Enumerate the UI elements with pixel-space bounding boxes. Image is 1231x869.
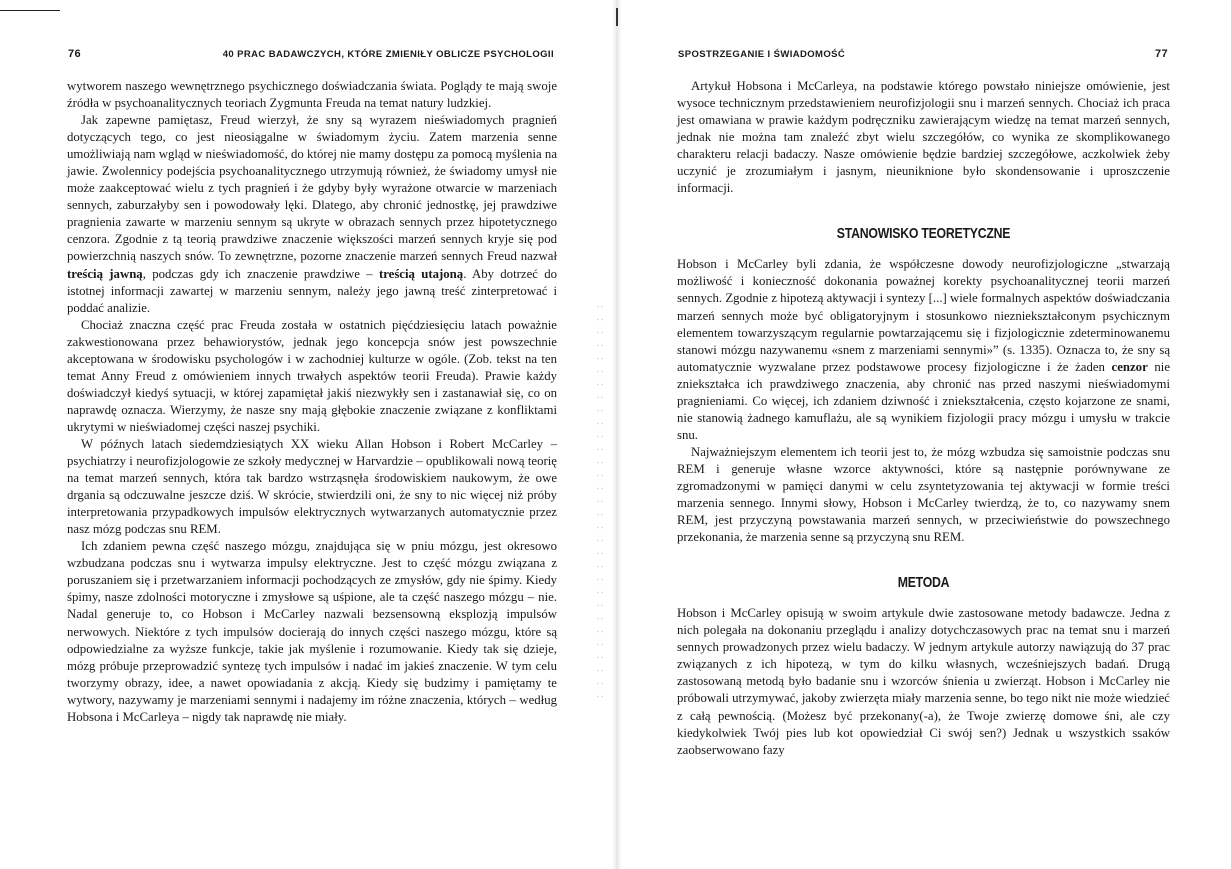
text-run: Hobson i McCarley byli zdania, że współczesne dowody neurofizjologiczne „stwarzają możliwość i konieczność dokonania poważnej korekty psychoanalitycznej teorii marzeń sennych. Zgodnie z hipotezą aktywacji i syntezy [...] wiele formalnych aspektów doświadczania marzeń sennych może być obligatoryjnym i stosunkowo niezniekształconym psychicznym elementem towarzyszącym regularnie powtarzającemu się i fizjologicznie zdeterminowanemu stanowi mózgu nazywanemu «snem z marzeniami sennymi»” (s. 1335). Oznacza to, że sny są automatycznie wyzwalane przez podstawowe procesy fizjologiczne i że żaden	[677, 257, 1170, 374]
paragraph-freud-dreams	[67, 112, 557, 317]
text-run: . Aby dotrzeć do istotnej informacji zawartej w marzeniu sennym, należy jego jawną treść zinterpretować i poddać analizie.	[67, 266, 558, 315]
paragraph: Najważniejszym elementem ich teorii jest to, że mózg wzbudza się samoistnie podczas snu REM i generuje własne wzorce aktywności, które są następnie porównywane ze zgromadzonymi w pamięci danymi w celu zsyntetyzowania tej aktywacji w formie treści marzenia sennego. Innymi słowy, Hobson i McCarley twierdzą, że to, co nazywamy snem REM, jest przyczyną powstawania marzeń sennych, w przeciwieństwie do powszechnego przekonania, że marzenia senne są przyczyną snu REM.	[677, 444, 1170, 545]
paragraph: Hobson i McCarley opisują w swoim artykule dwie zastosowane metody badawcze. Jedna z nich polegała na dokonaniu przeglądu i analizy dotychczasowych prac na temat snu i marzeń sennych prowadzonych przez wielu badaczy. W jednym artykule autorzy nawiązują do 37 prac związanych z ich hipotezą, w tym do kilku własnych, wcześniejszych badań. Drugą zastosowaną metodą było badanie snu i wzorców śnienia u zwierząt. Hobson i McCarley nie próbowali utrzymywać, jakoby zwierzęta miały marzenia senne, bo tego nikt nie może wiedzieć z całą pewnością. (Możesz być przekonany(-a), że Twoje zwierzę domowe śni, ale czy kiedykolwiek Twój pies lub kot opowiedział Ci swój sen?) Jednak u wszystkich ssaków zaobserwowano fazy	[677, 606, 1170, 757]
paragraph: W późnych latach siedemdziesiątych XX wieku Allan Hobson i Robert McCarley – psychiatrzy i neurofizjologowie ze szkoły medycznej w Harvardzie – opublikowali nową teorię na temat marzeń sennych, która tak bardzo wstrząsnęła środowiskiem naukowym, że owe drgania są odczuwalne jeszcze dziś. W skrócie, stwierdzili oni, że sny to nic więcej niż próby interpretowania przypadkowych impulsów elektrycznych wytwarzanych automatycznie przez nasz mózg podczas snu REM.	[67, 436, 557, 537]
gutter-mark	[616, 8, 618, 26]
paragraph: wytworem naszego wewnętrznego psychicznego doświadczania świata. Poglądy te mają swoje źródła w psychoanalitycznych teoriach Zygmunta Freuda na temat natury ludzkiej.	[67, 79, 557, 111]
paragraph: Artykuł Hobsona i McCarleya, na podstawie którego powstało niniejsze omówienie, jest wysoce technicznym przedstawieniem neurofizjologii snu i marzeń sennych. Chociaż ich praca jest omawiana w prawie każdym podręczniku zawierającym wiedzę na temat marzeń sennych, jednak nie można tam znaleźć zbyt wielu szczegółów, co wynika ze skomplikowanego charakteru relacji badaczy. Nasze omówienie będzie bardziej szczegółowe, aczkolwiek żeby uczynić je zrozumiałym i jasnym, nieuniknione było skondensowanie i uproszczenie informacji.	[677, 79, 1170, 196]
paragraph: Chociaż znaczna część prac Freuda została w ostatnich pięćdziesięciu latach poważnie zakwestionowana przez behawiorystów, jednak jego koncepcja snów jest powszechnie akceptowana w środowisku psychologów i w zachodniej kulturze w ogóle. (Zob. tekst na ten temat Anny Freud z omówieniem innych trwałych aspektów teorii Freuda). Prawie każdy doświadczył kiedyś sytuacji, w której zapamiętał jakiś niezwykły sen i zastanawiał się, co on naprawdę oznacza. Wierzymy, że nasze sny mają głębokie znaczenie związane z konfliktami ukrytymi w nieświadomej części naszej psychiki.	[67, 317, 557, 434]
left-running-head	[68, 46, 554, 62]
book-gutter	[612, 0, 622, 869]
term-latent-content: treścią utajoną	[378, 266, 464, 281]
left-running-title: 40 PRAC BADAWCZYCH, KTÓRE ZMIENIŁY OBLICZE PSYCHOLOGII	[222, 48, 554, 60]
right-page	[622, 0, 1231, 869]
scan-noise	[596, 300, 604, 700]
left-text-column	[67, 78, 557, 726]
section-heading-theory: STANOWISKO TEORETYCZNE	[836, 225, 1011, 243]
right-page-number: 77	[1154, 48, 1168, 60]
left-page	[0, 0, 612, 869]
paragraph-theory	[677, 256, 1170, 444]
section-heading-method: METODA	[897, 574, 950, 592]
paragraph: Ich zdaniem pewna część naszego mózgu, znajdująca się w pniu mózgu, jest okresowo wzbudzana podczas snu i wytwarza impulsy elektryczne. Jest to część mózgu związana z poruszaniem się i przetwarzaniem informacji pochodzących ze zmysłów, gdy nie śpimy. Kiedy śpimy, nasze zdolności motoryczne i zmysłowe są uśpione, ale ta część naszego mózgu – nie. Nadal generuje to, co Hobson i McCarley nazwali bezsensowną eksplozją impulsów nerwowych. Niektóre z tych impulsów docierają do innych części naszego mózgu, które są odpowiedzialne za wyższe funkcje, takie jak myślenie i rozumowanie. Kiedy tak się dzieje, mózg próbuje przeprowadzić syntezę tych impulsów i nadać im jakieś znaczenie. W tym celu tworzymy obrazy, idee, a nawet opowiadania z akcją. Kiedy się budzimy i pamiętamy te wytwory, nazywamy je marzeniami sennymi i nadajemy im różne znaczenia, których – według Hobsona i McCarleya – nigdy tak naprawdę nie miały.	[67, 539, 557, 724]
left-page-number: 76	[68, 48, 82, 60]
text-run: Jak zapewne pamiętasz, Freud wierzył, że sny są wyrazem nieświadomych pragnień dotyczących tego, co jest nieosiągalne w świadomym życiu. Zatem marzenia senne umożliwiają nam wgląd w nieświadomość, do której nie mamy dostępu za pomocą myślenia na jawie. Zwolennicy podejścia psychoanalitycznego utrzymują również, że świadomy umysł nie może zaakceptować wielu z tych pragnień i że gdyby były wyrażone otwarcie w marzeniach sennych, zaburzałyby sen i powodowały lęki. Dlatego, aby chronić jednostkę, jej prawdziwe pragnienia zawarte w marzeniu sennym są ukryte w obrazach sennych przez hipotetycznego cenzora. Zgodnie z tą teorią prawdziwe znaczenie większości marzeń sennych kryje się pod powierzchnią naszych snów. To zewnętrzne, pozorne znaczenie marzeń sennych Freud nazwał	[67, 113, 557, 264]
text-run: nie zniekształca ich prawdziwego znaczenia, aby chronić nas przed naszymi nieświadomymi pragnieniami. Co więcej, ich zdaniem dziwność i zniekształcenia, często kojarzone ze snami, nie stanowią żadnego kamuflażu, ale są wynikiem fizjologii pracy mózgu i umysłu w trakcie snu.	[677, 359, 1170, 442]
right-running-title: SPOSTRZEGANIE I ŚWIADOMOŚĆ	[678, 48, 846, 60]
term-censor: cenzor	[1111, 359, 1148, 374]
text-run: , podczas gdy ich znaczenie prawdziwe –	[142, 266, 373, 281]
term-manifest-content: treścią jawną	[67, 266, 143, 281]
right-text-column	[677, 78, 1170, 759]
right-running-head	[678, 46, 1168, 62]
